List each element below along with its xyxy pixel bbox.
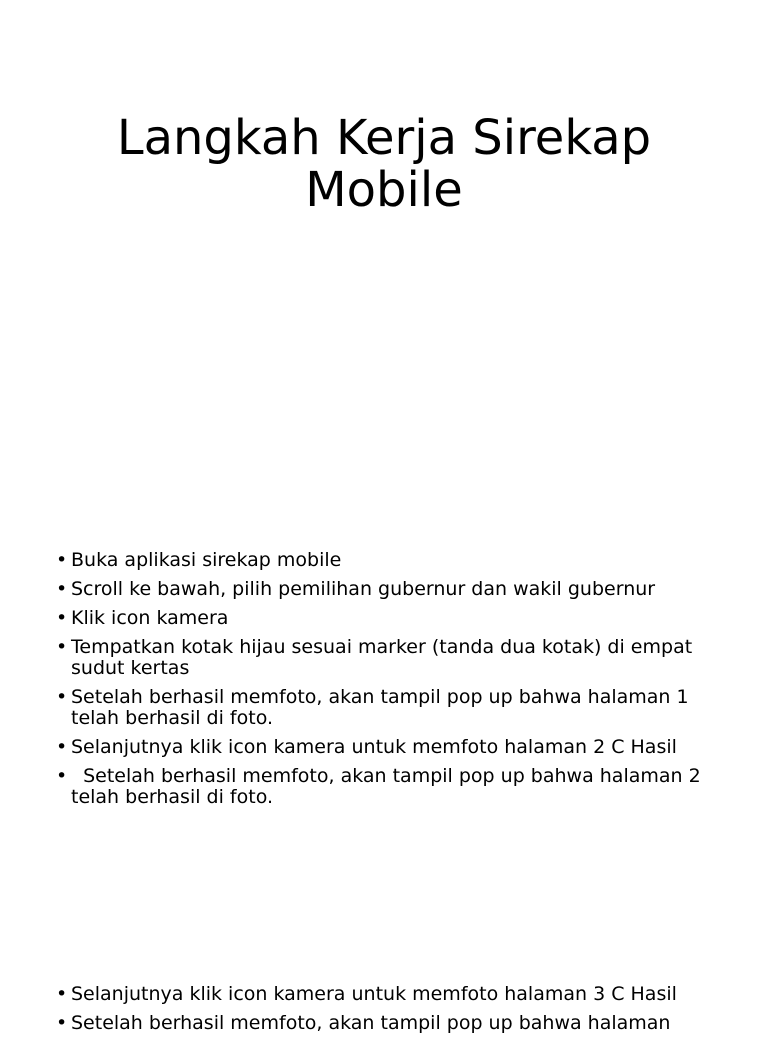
slide-title-line-1: Langkah Kerja Sirekap — [116, 110, 652, 166]
step-item: • Setelah berhasil memfoto, akan tampil pop up bahwa halaman 1 telah berhasil di foto. — [56, 687, 726, 729]
step-item: • Scroll ke bawah, pilih pemilihan gubernur dan wakil gubernur — [56, 579, 726, 600]
step-item: • Klik icon kamera — [56, 608, 726, 629]
slide-title-line-2: Mobile — [305, 162, 463, 218]
steps-list-continued — [56, 984, 726, 1042]
steps-list — [56, 550, 726, 816]
step-item: • Buka aplikasi sirekap mobile — [56, 550, 726, 571]
step-item: • Selanjutnya klik icon kamera untuk memfoto halaman 2 C Hasil — [56, 737, 726, 758]
slide-title — [80, 112, 688, 216]
step-item: • Tempatkan kotak hijau sesuai marker (tanda dua kotak) di empat sudut kertas — [56, 637, 726, 679]
step-item: • Selanjutnya klik icon kamera untuk memfoto halaman 3 C Hasil — [56, 984, 726, 1005]
step-item: • Setelah berhasil memfoto, akan tampil pop up bahwa halaman 2 telah berhasil di foto. — [56, 766, 726, 808]
step-item: • Setelah berhasil memfoto, akan tampil pop up bahwa halaman — [56, 1013, 726, 1034]
